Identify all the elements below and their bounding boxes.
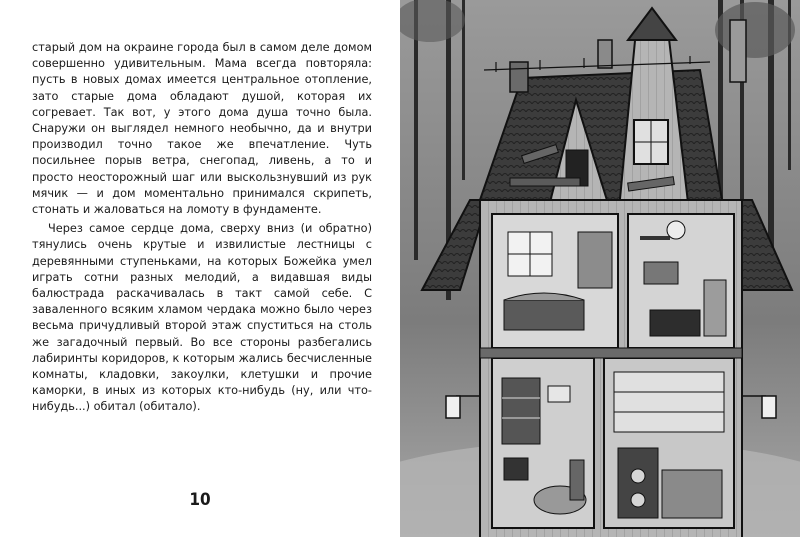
- house-illustration: [400, 0, 800, 537]
- paragraph-1: старый дом на окраине города был в самом деле домом совершенно удивительным. Мама всегда повторяла: пусть в новых домах имеется центральное отопление, зато старые дома обладают душой, которая их согревает. Так вот, у этого дома душа точно была. Снаружи он выглядел немного необычно, да и внутри производил точно такое же впечатление. Чуть посильнее порыв ветра, снегопад, ливень, а то и просто неосторожный шаг или выскользнувший из рук мячик — и дом моментально принимался скрипеть, стонать и жаловаться на ломоту в фундаменте.: [32, 41, 372, 217]
- page-number: 10: [189, 490, 211, 510]
- upper-floor: [492, 214, 734, 348]
- floor-beam: [480, 348, 742, 358]
- lower-floor: [492, 358, 734, 528]
- house-cutaway-drawing: [400, 0, 800, 537]
- paragraph-2: Через самое сердце дома, сверху вниз (и обратно) тянулись очень крутые и извилистые лестницы с деревянными ступеньками, на которых Божейка умел играть сотни разных мелодий, а видавшая виды балюстрада раскачивалась в такт самой себе. С заваленного всяким хламом чердака можно было через весьма причудливый второй этаж спуститься на столь же загадочный первый. Во все стороны разбегались лабиринты коридоров, к которым жались бесчисленные комнаты, кладовки, закоулки, клетушки и прочие каморки, в иных из которых кто-нибудь (ну, или что-нибудь...) обитал (обитало).: [32, 222, 372, 414]
- body-text: [32, 40, 372, 416]
